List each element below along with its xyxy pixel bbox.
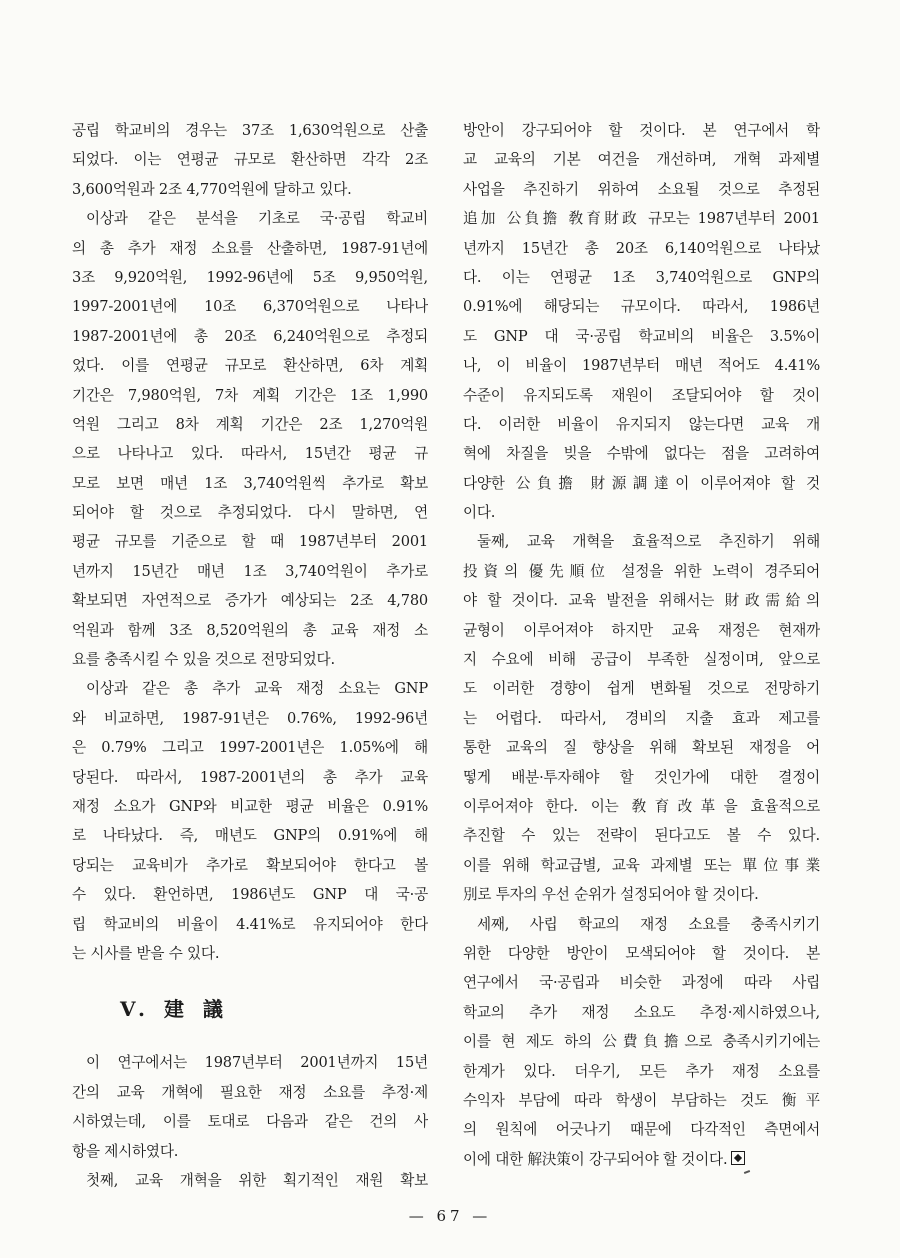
text-line: 다. 이는 연평균 1조 3,740억원으로 GNP의 bbox=[463, 268, 820, 286]
text-line: 혁에 차질을 빚을 수밖에 없다는 점을 고려하여 bbox=[463, 445, 820, 463]
text-line: 1987-2001년에 총 20조 6,240억원으로 추정되 bbox=[72, 327, 428, 345]
text-line: 이를 현 제도 하의 公費負擔으로 충족시키기에는 bbox=[463, 1033, 820, 1051]
text-line: 의 총 추가 재정 소요를 산출하면, 1987-91년에 bbox=[72, 239, 428, 257]
text-line: 도 GNP 대 국·공립 학교비의 비율은 3.5%이 bbox=[463, 327, 820, 345]
text-line: 이상과 같은 분석을 기초로 국·공립 학교비 bbox=[86, 210, 428, 228]
text-line: 1997-2001년에 10조 6,370억원으로 나타나 bbox=[72, 298, 428, 316]
text-line: 3조 9,920억원, 1992-96년에 5조 9,950억원, bbox=[72, 268, 428, 286]
text-line: 립 학교비의 비율이 4.41%로 유지되어야 한다 bbox=[72, 915, 428, 933]
text-line: 통한 교육의 질 향상을 위해 확보된 재정을 어 bbox=[463, 739, 820, 757]
text-line: 다. 이러한 비율이 유지되지 않는다면 교육 개 bbox=[463, 415, 820, 433]
paragraph bbox=[72, 674, 428, 968]
text-line: 와 비교하면, 1987-91년은 0.76%, 1992-96년 bbox=[72, 709, 428, 727]
text-line: 이루어져야 한다. 이는 敎育改革을 효율적으로 bbox=[463, 797, 820, 815]
text-line: 억원 그리고 8차 계획 기간은 2조 1,270억원 bbox=[72, 415, 428, 433]
text-line: 는 어렵다. 따라서, 경비의 지출 효과 제고를 bbox=[463, 709, 820, 727]
text-line: 의 원칙에 어긋나기 때문에 다각적인 측면에서 bbox=[463, 1121, 820, 1139]
section-heading: V. 建 議 bbox=[120, 997, 229, 1022]
text-line: 당된다. 따라서, 1987-2001년의 총 추가 교육 bbox=[72, 768, 428, 786]
text-line: 追加 公負擔 敎育財政 규모는 1987년부터 2001 bbox=[463, 210, 820, 228]
text-line: 재정 소요가 GNP와 비교한 평균 비율은 0.91% bbox=[72, 797, 428, 815]
page-number: — 67 — bbox=[408, 1207, 492, 1225]
text-line: 도 이러한 경향이 쉽게 변화될 것으로 전망하기 bbox=[463, 680, 820, 698]
paragraph bbox=[463, 116, 820, 527]
text-line: 억원과 함께 3조 8,520억원의 총 교육 재정 소 bbox=[72, 621, 428, 639]
text-line: 학교의 추가 재정 소요도 추정·제시하였으나, bbox=[463, 1003, 820, 1021]
text-line: 요를 충족시킬 수 있을 것으로 전망되었다. bbox=[72, 651, 335, 669]
text-line: 세째, 사립 학교의 재정 소요를 충족시키기 bbox=[477, 915, 820, 933]
text-line: 평균 규모를 기준으로 할 때 1987년부터 2001 bbox=[72, 533, 428, 551]
text-line: 연구에서 국·공립과 비슷한 과정에 따라 사립 bbox=[463, 974, 820, 992]
text-line: 교 교육의 기본 여건을 개선하며, 개혁 과제별 bbox=[463, 151, 820, 169]
text-line: 추진할 수 있는 전략이 된다고도 볼 수 있다. bbox=[463, 827, 820, 845]
text-line: 균형이 이루어져야 하지만 교육 재정은 현재까 bbox=[463, 621, 820, 639]
text-line: 공립 학교비의 경우는 37조 1,630억원으로 산출 bbox=[72, 122, 428, 139]
text-line: 첫째, 교육 개혁을 위한 획기적인 재원 확보 bbox=[86, 1171, 428, 1189]
text-line: 로 나타났다. 즉, 매년도 GNP의 0.91%에 해 bbox=[72, 827, 428, 845]
text-line: 投資의 優先順位 설정을 위한 노력이 경주되어 bbox=[463, 562, 820, 580]
text-line: 당되는 교육비가 추가로 확보되어야 한다고 볼 bbox=[72, 856, 428, 874]
paragraph bbox=[72, 116, 428, 204]
text-line: 방안이 강구되어야 할 것이다. 본 연구에서 학 bbox=[463, 122, 820, 139]
text-line: 둘째, 교육 개혁을 효율적으로 추진하기 위해 bbox=[477, 533, 820, 551]
paragraph bbox=[72, 204, 428, 674]
text-line: 이를 위해 학교급별, 교육 과제별 또는 單位事業 bbox=[463, 856, 820, 874]
text-line: 항을 제시하였다. bbox=[72, 1142, 179, 1160]
paragraph bbox=[463, 527, 820, 909]
text-line: 이다. bbox=[463, 504, 496, 522]
right-column bbox=[463, 116, 820, 1174]
text-line-content: 이에 대한 解決策이 강구되어야 할 것이다. bbox=[463, 1150, 728, 1168]
text-line: 년까지 15년간 매년 1조 3,740억원이 추가로 bbox=[72, 562, 428, 580]
end-of-article-icon bbox=[731, 1151, 745, 1165]
text-line: 수 있다. 환언하면, 1986년도 GNP 대 국·공 bbox=[72, 886, 428, 904]
text-line: 다양한 公負擔 財源調達이 이루어져야 할 것 bbox=[463, 474, 820, 492]
text-line: 나, 이 비율이 1987년부터 매년 적어도 4.41% bbox=[463, 357, 820, 375]
text-line: 수익자 부담에 따라 학생이 부담하는 것도 衡平 bbox=[463, 1091, 820, 1109]
text-line: 한계가 있다. 더우기, 모든 추가 재정 소요를 bbox=[463, 1062, 820, 1080]
text-line bbox=[463, 1145, 820, 1174]
text-line: 되어야 할 것으로 추정되었다. 다시 말하면, 연 bbox=[72, 504, 428, 522]
left-column bbox=[72, 116, 428, 1195]
text-line: 는 시사를 받을 수 있다. bbox=[72, 944, 220, 962]
text-line: 확보되면 자연적으로 증가가 예상되는 2조 4,780 bbox=[72, 592, 428, 610]
text-line: 모로 보면 매년 1조 3,740억원씩 추가로 확보 bbox=[72, 474, 428, 492]
text-line: 지 수요에 비해 공급이 부족한 실정이며, 앞으로 bbox=[463, 651, 820, 669]
text-line: 이상과 같은 총 추가 교육 재정 소요는 GNP bbox=[86, 680, 428, 698]
text-line: 으로 나타나고 있다. 따라서, 15년간 평균 규 bbox=[72, 445, 428, 463]
text-line: 되었다. 이는 연평균 규모로 환산하면 각각 2조 bbox=[72, 151, 428, 169]
text-line: 0.91%에 해당되는 규모이다. 따라서, 1986년 bbox=[463, 298, 820, 316]
text-line: 이 연구에서는 1987년부터 2001년까지 15년 bbox=[86, 1054, 428, 1072]
text-line: 기간은 7,980억원, 7차 계획 기간은 1조 1,990 bbox=[72, 386, 428, 404]
text-line: 야 할 것이다. 교육 발전을 위해서는 財政需給의 bbox=[463, 592, 820, 610]
paragraph bbox=[72, 1166, 428, 1195]
paragraph bbox=[463, 910, 820, 1175]
text-line: 3,600억원과 2조 4,770억원에 달하고 있다. bbox=[72, 180, 352, 198]
text-line: 시하였는데, 이를 토대로 다음과 같은 건의 사 bbox=[72, 1113, 428, 1131]
text-line: 년까지 15년간 총 20조 6,140억원으로 나타났 bbox=[463, 239, 820, 257]
text-line: 別로 투자의 우선 순위가 설정되어야 할 것이다. bbox=[463, 886, 759, 904]
paragraph bbox=[72, 1048, 428, 1166]
text-line: 위한 다양한 방안이 모색되어야 할 것이다. 본 bbox=[463, 944, 820, 962]
text-line: 간의 교육 개혁에 필요한 재정 소요를 추정·제 bbox=[72, 1083, 428, 1101]
text-line: 었다. 이를 연평균 규모로 환산하면, 6차 계획 bbox=[72, 357, 428, 375]
text-line: 은 0.79% 그리고 1997-2001년은 1.05%에 해 bbox=[72, 739, 428, 757]
text-line: 떻게 배분·투자해야 할 것인가에 대한 결정이 bbox=[463, 768, 820, 786]
text-line: 수준이 유지되도록 재원이 조달되어야 할 것이 bbox=[463, 386, 820, 404]
text-line: 사업을 추진하기 위하여 소요될 것으로 추정된 bbox=[463, 180, 820, 198]
